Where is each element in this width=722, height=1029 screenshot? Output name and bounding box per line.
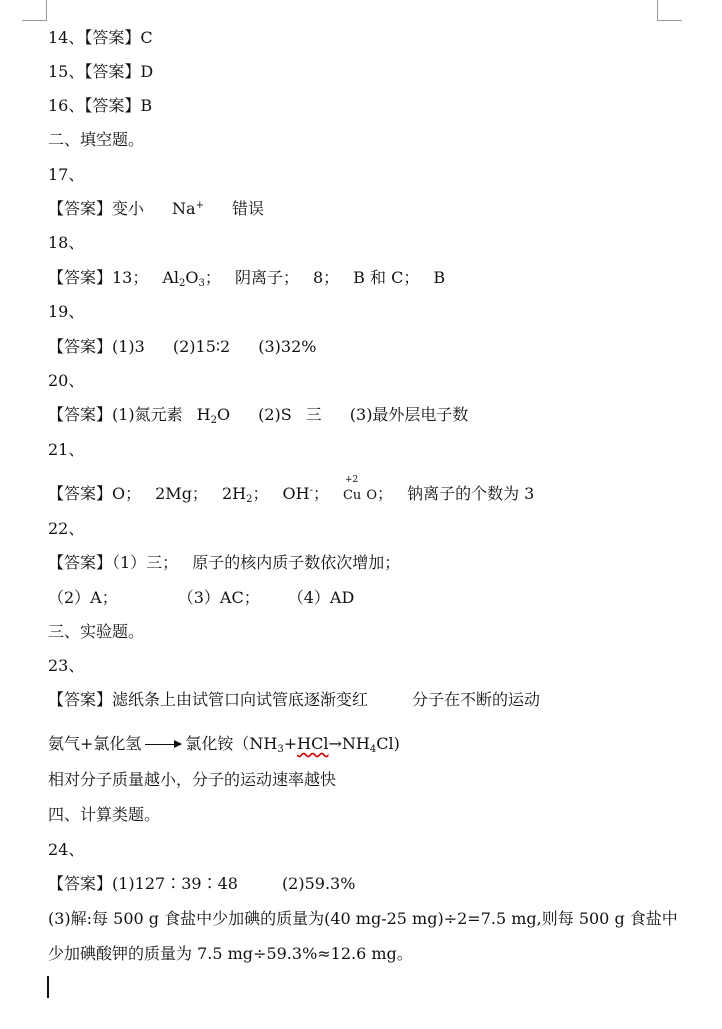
plus-sign: + [283, 734, 298, 753]
answer-18-part6: B [433, 268, 446, 287]
answer-21-part3-sub: 2 [246, 494, 253, 505]
copper-oxide-o: O [366, 488, 378, 503]
question-18-number: 18、 [48, 233, 85, 252]
hcl-formula: HCl [297, 734, 329, 753]
answer-17-part1: 【答案】变小 [48, 199, 145, 218]
answer-22-part2: 原子的核内质子数依次增加； [192, 553, 401, 572]
answer-14: 14、【答案】C [48, 28, 153, 47]
answer-18-part1: 【答案】13； [48, 268, 149, 287]
answer-20-part4: (3)最外层电子数 [349, 405, 469, 424]
answer-17-ion-charge: + [195, 200, 204, 211]
answer-22-line2 [48, 588, 354, 608]
answer-17-ion: Na [172, 199, 196, 218]
answer-20-part1: 【答案】(1)氮元素 [48, 405, 183, 424]
answer-21-part3: 2H [221, 484, 247, 503]
page-corner-mark-top-left [22, 0, 47, 21]
formula-al: Al [162, 268, 180, 287]
section-heading-calculation: 四、计算类题。 [48, 805, 161, 824]
question-24-number: 24、 [48, 840, 85, 859]
text-cursor[interactable] [47, 976, 49, 998]
answer-19-part2: (2)15∶2 [172, 337, 231, 356]
answer-22-sub3: （3）AC； [177, 588, 260, 607]
formula-o-sub: 3 [198, 278, 205, 289]
answer-18-part5: B 和 C； [353, 268, 420, 287]
answer-22-sub2: （2）A； [48, 588, 118, 607]
question-19-number: 19、 [48, 302, 85, 321]
section-heading-experiment: 三、实验题。 [48, 622, 145, 641]
answer-19-part3: (3)32% [258, 337, 317, 356]
formula-h2o-o: O [217, 405, 231, 424]
answer-19-part1: 【答案】(1)3 [48, 337, 145, 356]
answer-18-part3: 阴离子； [234, 268, 299, 287]
answer-23-line3: 相对分子质量越小，分子的运动速率越快 [48, 770, 337, 789]
answer-22-part1: 【答案】（1）三； [48, 553, 179, 572]
answer-20-part3: 三 [305, 405, 322, 424]
formula-h-sub: 2 [210, 415, 217, 426]
answer-24-line3: 少加碘酸钾的质量为 7.5 mg÷59.3%≈12.6 mg。 [48, 944, 413, 963]
answer-21-sep: ； [377, 484, 394, 503]
to-nh: →NH [328, 734, 370, 753]
answer-21-part3-sep: ； [252, 484, 269, 503]
question-17-number: 17、 [48, 165, 85, 184]
copper-symbol: Cu [342, 488, 362, 503]
answer-19 [48, 337, 316, 357]
formula-o: O [185, 268, 199, 287]
answer-22-sub4: （4）AD [287, 588, 355, 607]
answer-16: 16、【答案】B [48, 96, 153, 115]
reaction-arrow-icon [145, 744, 181, 745]
cl-tail: Cl) [376, 734, 400, 753]
answer-20-part2: (2)S [258, 405, 292, 424]
answer-21-part2: 2Mg； [155, 484, 208, 503]
answer-21-part4-sep: ； [312, 484, 329, 503]
answer-21-part4: OH [282, 484, 310, 503]
copper-valence-mark: +2 [344, 475, 359, 485]
formula-h: H [196, 405, 211, 424]
question-23-number: 23、 [48, 656, 85, 675]
answer-18-part4: 8； [312, 268, 340, 287]
answer-18-sep: ； [204, 268, 221, 287]
nh4-sub: 4 [369, 744, 377, 755]
answer-17-part3: 错误 [231, 199, 264, 218]
question-20-number: 20、 [48, 371, 85, 390]
answer-21 [48, 475, 535, 506]
answer-24-line2: (3)解:每 500 g 食盐中少加碘的质量为(40 mg-25 mg)÷2=7.5 mg,则每 500 g 食盐中 [48, 909, 678, 928]
answer-21-part4-charge: - [309, 485, 313, 496]
answer-23-equation [48, 734, 400, 754]
answer-23-part2: 分子在不断的运动 [412, 690, 541, 709]
answer-23-part1: 【答案】滤纸条上由试管口向试管底逐渐变红 [48, 690, 369, 709]
reactants: 氨气+氯化氢 [48, 734, 142, 753]
answer-15: 15、【答案】D [48, 62, 154, 81]
copper-valence [342, 475, 362, 506]
answer-24-part2: (2)59.3% [281, 874, 356, 893]
question-21-number: 21、 [48, 440, 85, 459]
answer-17 [48, 199, 264, 219]
answer-23-line1 [48, 690, 540, 710]
answer-21-part1: 【答案】O； [48, 484, 142, 503]
answer-22-line1 [48, 553, 400, 573]
question-22-number: 22、 [48, 519, 85, 538]
answer-24-part1: 【答案】(1)127∶39∶48 [48, 874, 238, 893]
page-corner-mark-top-right [657, 0, 682, 21]
formula-al-sub: 2 [179, 278, 186, 289]
answer-24-line1 [48, 874, 355, 894]
section-heading-fill-in: 二、填空题。 [48, 130, 145, 149]
product-label: 氯化铵（NH [185, 734, 278, 753]
answer-18 [48, 268, 445, 288]
answer-20 [48, 405, 468, 425]
answer-21-part6: 钠离子的个数为 3 [407, 484, 535, 503]
nh3-sub: 3 [277, 744, 284, 755]
